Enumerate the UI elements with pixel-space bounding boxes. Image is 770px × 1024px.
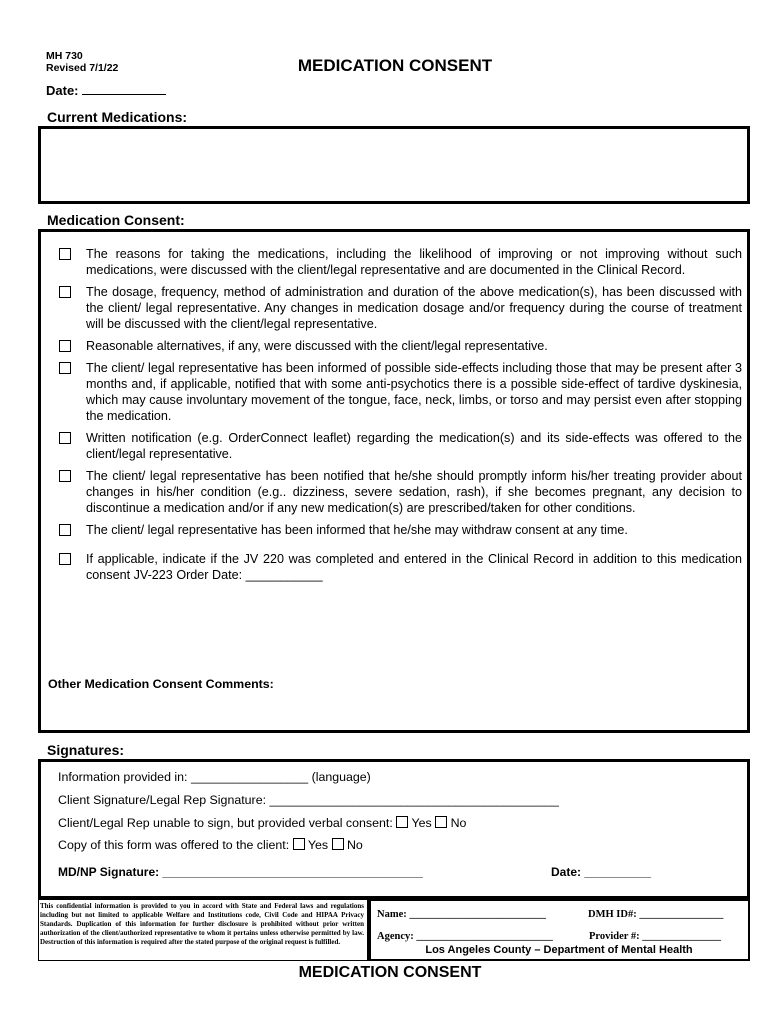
client-name-field[interactable]: __________________________ [409,909,546,920]
header-date-label: Date: [46,83,79,98]
confidential-notice: This confidential information is provided to you in accord with State and Federal laws and regulations including but not limited to applicable Welfare and Institutions code, Civil Code and HIPAA Privacy Standards. Duplication of this information for further disclosure is prohibited without prior written authorization of the client/authorized representative to whom it pertains unless otherwise permitted by law. Destruction of this information is required after the stated purpose of the original request is fulfilled. [40,902,364,946]
client-signature-field[interactable]: __________________________________________ [269,793,559,807]
verbal-consent-yes-checkbox[interactable] [396,816,408,828]
language-label: (language) [311,770,371,784]
copy-offered-no-checkbox[interactable] [332,838,344,850]
mdnp-signature-line [58,865,423,879]
consent-item [58,430,742,462]
footer-title: MEDICATION CONSENT [298,964,482,981]
checkbox[interactable] [59,553,71,565]
dmh-id [588,909,723,920]
verbal-consent-no-checkbox[interactable] [435,816,447,828]
provider-number-field[interactable]: _______________ [642,931,722,942]
consent-item [58,338,742,354]
verbal-consent-line [58,816,466,830]
consent-item-text: The dosage, frequency, method of administration and duration of the above medication(s), has been discussed with the client/ legal representative. Any changes in medication dosage and/or frequency during the course of treatment will be discussed with the client/legal representative. [86,285,742,331]
checkbox[interactable] [59,248,71,260]
consent-item [58,360,742,424]
mdnp-date-field[interactable]: __________ [584,865,652,879]
copy-offered-line [58,838,363,852]
page-title: MEDICATION CONSENT [297,56,493,75]
consent-checklist [58,246,742,583]
agency-label: Agency: [377,931,414,942]
dmh-id-field[interactable]: ________________ [639,909,724,920]
verbal-consent-label: Client/Legal Rep unable to sign, but provided verbal consent: [58,816,393,830]
agency [377,931,553,942]
client-name [377,909,546,920]
info-provided-line [58,770,371,784]
no-label: No [346,838,363,852]
other-comments-field[interactable] [48,695,738,727]
consent-item-text: Written notification (e.g. OrderConnect leaflet) regarding the medication(s) and its side-effects was offered to the client/legal representative. [86,431,742,461]
consent-item [58,522,742,538]
consent-item-text: Reasonable alternatives, if any, were discussed with the client/legal representative. [86,339,548,353]
consent-item [58,246,742,278]
checkbox[interactable] [59,340,71,352]
info-provided-label: Information provided in: [58,770,188,784]
form-number: MH 730 [46,50,83,62]
medication-consent-label: Medication Consent: [47,212,185,228]
yes-label: Yes [411,816,432,830]
client-signature-label: Client Signature/Legal Rep Signature: [58,793,267,807]
checkbox[interactable] [59,362,71,374]
header-date [46,82,166,98]
client-signature-line [58,793,559,807]
other-comments-label: Other Medication Consent Comments: [48,677,274,691]
provider-number [589,931,721,942]
checkbox[interactable] [59,524,71,536]
mdnp-date-label: Date: [551,865,582,879]
no-label: No [450,816,467,830]
current-medications-box[interactable] [38,126,750,204]
dmh-id-label: DMH ID#: [588,909,637,920]
consent-item-text: The client/ legal representative has been informed of possible side-effects including those that may be present after 3 months and, if applicable, notified that with some anti-psychotics there is a possible side-effect of tardive dyskinesia, which may cause involuntary movement of the tongue, face, neck, limbs, or torso and may persist even after stopping the medication. [86,361,742,423]
checkbox[interactable] [59,432,71,444]
mdnp-signature-field[interactable]: _______________________________________ [162,865,423,879]
consent-item-text: The reasons for taking the medications, including the likelihood of improving or not improving without such medications, were discussed with the client/legal representative and are documented in the Clinical Record. [86,247,742,277]
provider-number-label: Provider #: [589,931,640,942]
department-name: Los Angeles County – Department of Mental Health [425,944,693,956]
mdnp-signature-label: MD/NP Signature: [58,865,160,879]
yes-label: Yes [307,838,329,852]
revised-date: Revised 7/1/22 [46,62,119,74]
copy-offered-yes-checkbox[interactable] [293,838,305,850]
current-medications-label: Current Medications: [47,109,188,125]
checkbox[interactable] [59,470,71,482]
consent-item-text: If applicable, indicate if the JV 220 was completed and entered in the Clinical Record in addition to this medication consent JV-223 Order Date: ___________ [86,552,742,582]
checkbox[interactable] [59,286,71,298]
signatures-label: Signatures: [47,742,125,758]
consent-item-text: The client/ legal representative has been informed that he/she may withdraw consent at any time. [86,523,628,537]
mdnp-date [551,865,651,879]
consent-item-text: The client/ legal representative has been notified that he/she should promptly inform his/her treating provider about changes in his/her condition (e.g.. dizziness, severe sedation, rash), if she becomes pregnant, any decision to discontinue a medication and/or if any new medication(s) are prescribed/taken for other conditions. [86,469,742,515]
consent-item [58,551,742,583]
copy-offered-label: Copy of this form was offered to the client: [58,838,290,852]
language-field[interactable]: _________________ [190,770,309,784]
agency-field[interactable]: __________________________ [416,931,553,942]
consent-item [58,468,742,516]
consent-item [58,284,742,332]
header-date-field[interactable] [82,82,166,95]
client-name-label: Name: [377,909,407,920]
